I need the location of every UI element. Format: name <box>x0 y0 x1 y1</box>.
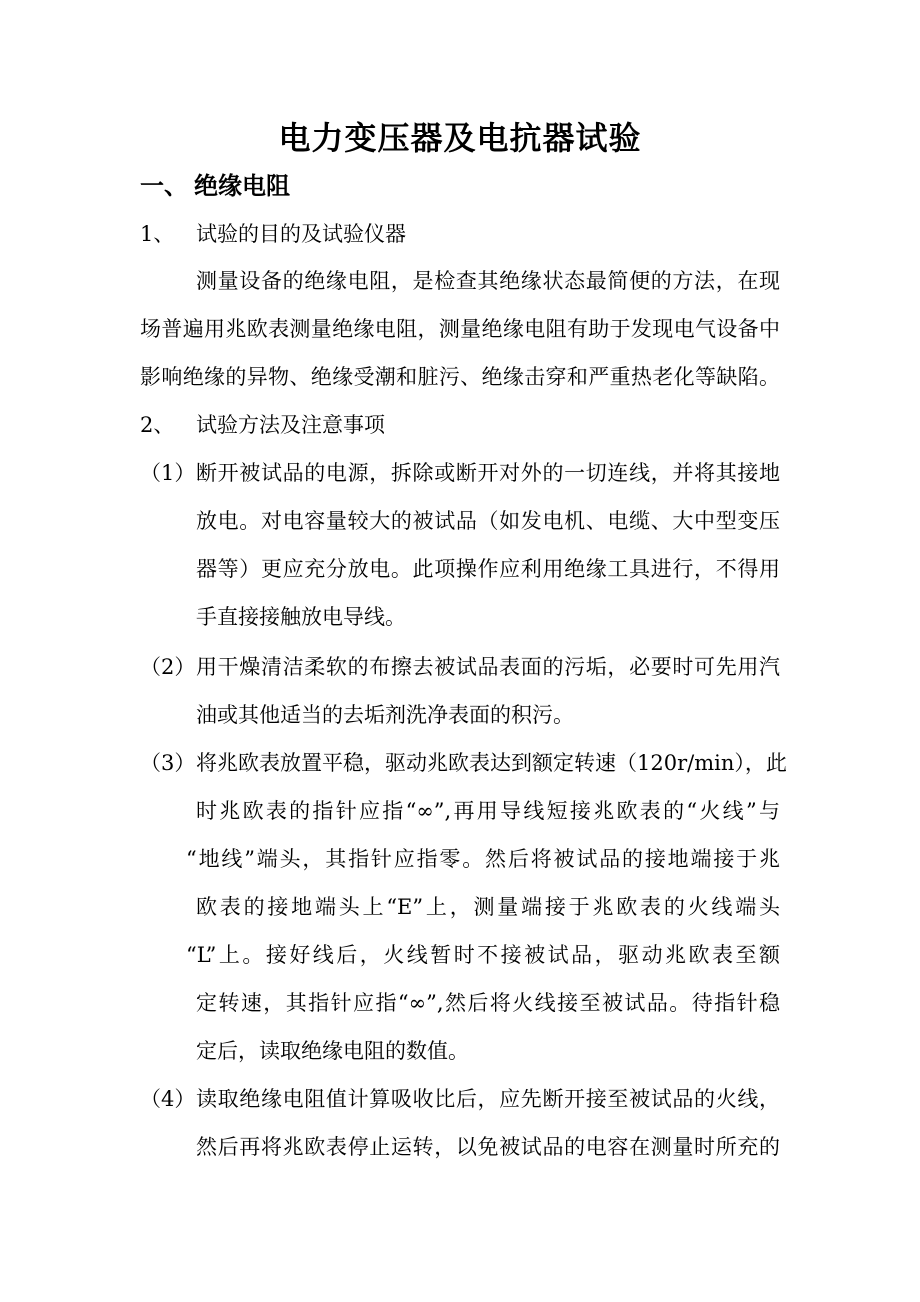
subsection-heading-2 <box>140 410 385 440</box>
section-heading <box>140 166 290 206</box>
list-item-line: 欧表的接地端头上“E”上，测量端接于兆欧表的火线端头 <box>196 895 780 919</box>
list-item-number: （3） <box>140 751 196 775</box>
list-item-line: 将兆欧表放置平稳，驱动兆欧表达到额定转速（120r/min），此 <box>196 751 787 775</box>
subsection-number-2: 2、 <box>140 413 175 437</box>
subsection-title-2: 试验方法及注意事项 <box>196 413 385 437</box>
list-item-line: 手直接接触放电导线。 <box>196 605 406 629</box>
section-number: 一、 <box>140 171 188 200</box>
list-item-line: 用干燥清洁柔软的布擦去被试品表面的污垢，必要时可先用汽 <box>196 655 780 679</box>
list-item-line: 器等）更应充分放电。此项操作应利用绝缘工具进行，不得用 <box>196 557 780 581</box>
list-item-line: 断开被试品的电源，拆除或断开对外的一切连线，并将其接地 <box>196 461 780 485</box>
list-item-number: （4） <box>140 1087 196 1111</box>
list-item-line: 读取绝缘电阻值计算吸收比后，应先断开接至被试品的火线， <box>196 1087 780 1111</box>
paragraph-line: 测量设备的绝缘电阻，是检查其绝缘状态最简便的方法，在现 <box>196 269 780 293</box>
subsection-title-1: 试验的目的及试验仪器 <box>196 222 406 246</box>
list-item-line: 定后，读取绝缘电阻的数值。 <box>196 1039 469 1063</box>
list-item-number: （1） <box>140 461 196 485</box>
subsection-heading-1 <box>140 219 406 249</box>
list-item-line: “L”上。接好线后，火线暂时不接被试品，驱动兆欧表至额 <box>186 943 780 967</box>
list-item-line: “地线”端头，其指针应指零。然后将被试品的接地端接于兆 <box>186 847 780 871</box>
list-item-line: 然后再将兆欧表停止运转，以免被试品的电容在测量时所充的 <box>196 1135 780 1159</box>
section-title: 绝缘电阻 <box>194 171 290 200</box>
list-item-number: （2） <box>140 655 196 679</box>
paragraph-line: 影响绝缘的异物、绝缘受潮和脏污、绝缘击穿和严重热老化等缺陷。 <box>140 365 780 389</box>
list-item-line: 放电。对电容量较大的被试品（如发电机、电缆、大中型变压 <box>196 509 780 533</box>
list-item-line: 时兆欧表的指针应指“∞”,再用导线短接兆欧表的“火线”与 <box>196 799 780 823</box>
document-title: 电力变压器及电抗器试验 <box>278 119 642 157</box>
paragraph-line: 场普遍用兆欧表测量绝缘电阻，测量绝缘电阻有助于发现电气设备中 <box>140 317 780 341</box>
list-item-line: 油或其他适当的去垢剂洗净表面的积污。 <box>196 703 574 727</box>
subsection-number-1: 1、 <box>140 222 175 246</box>
list-item-line: 定转速，其指针应指“∞”,然后将火线接至被试品。待指针稳 <box>196 991 780 1015</box>
